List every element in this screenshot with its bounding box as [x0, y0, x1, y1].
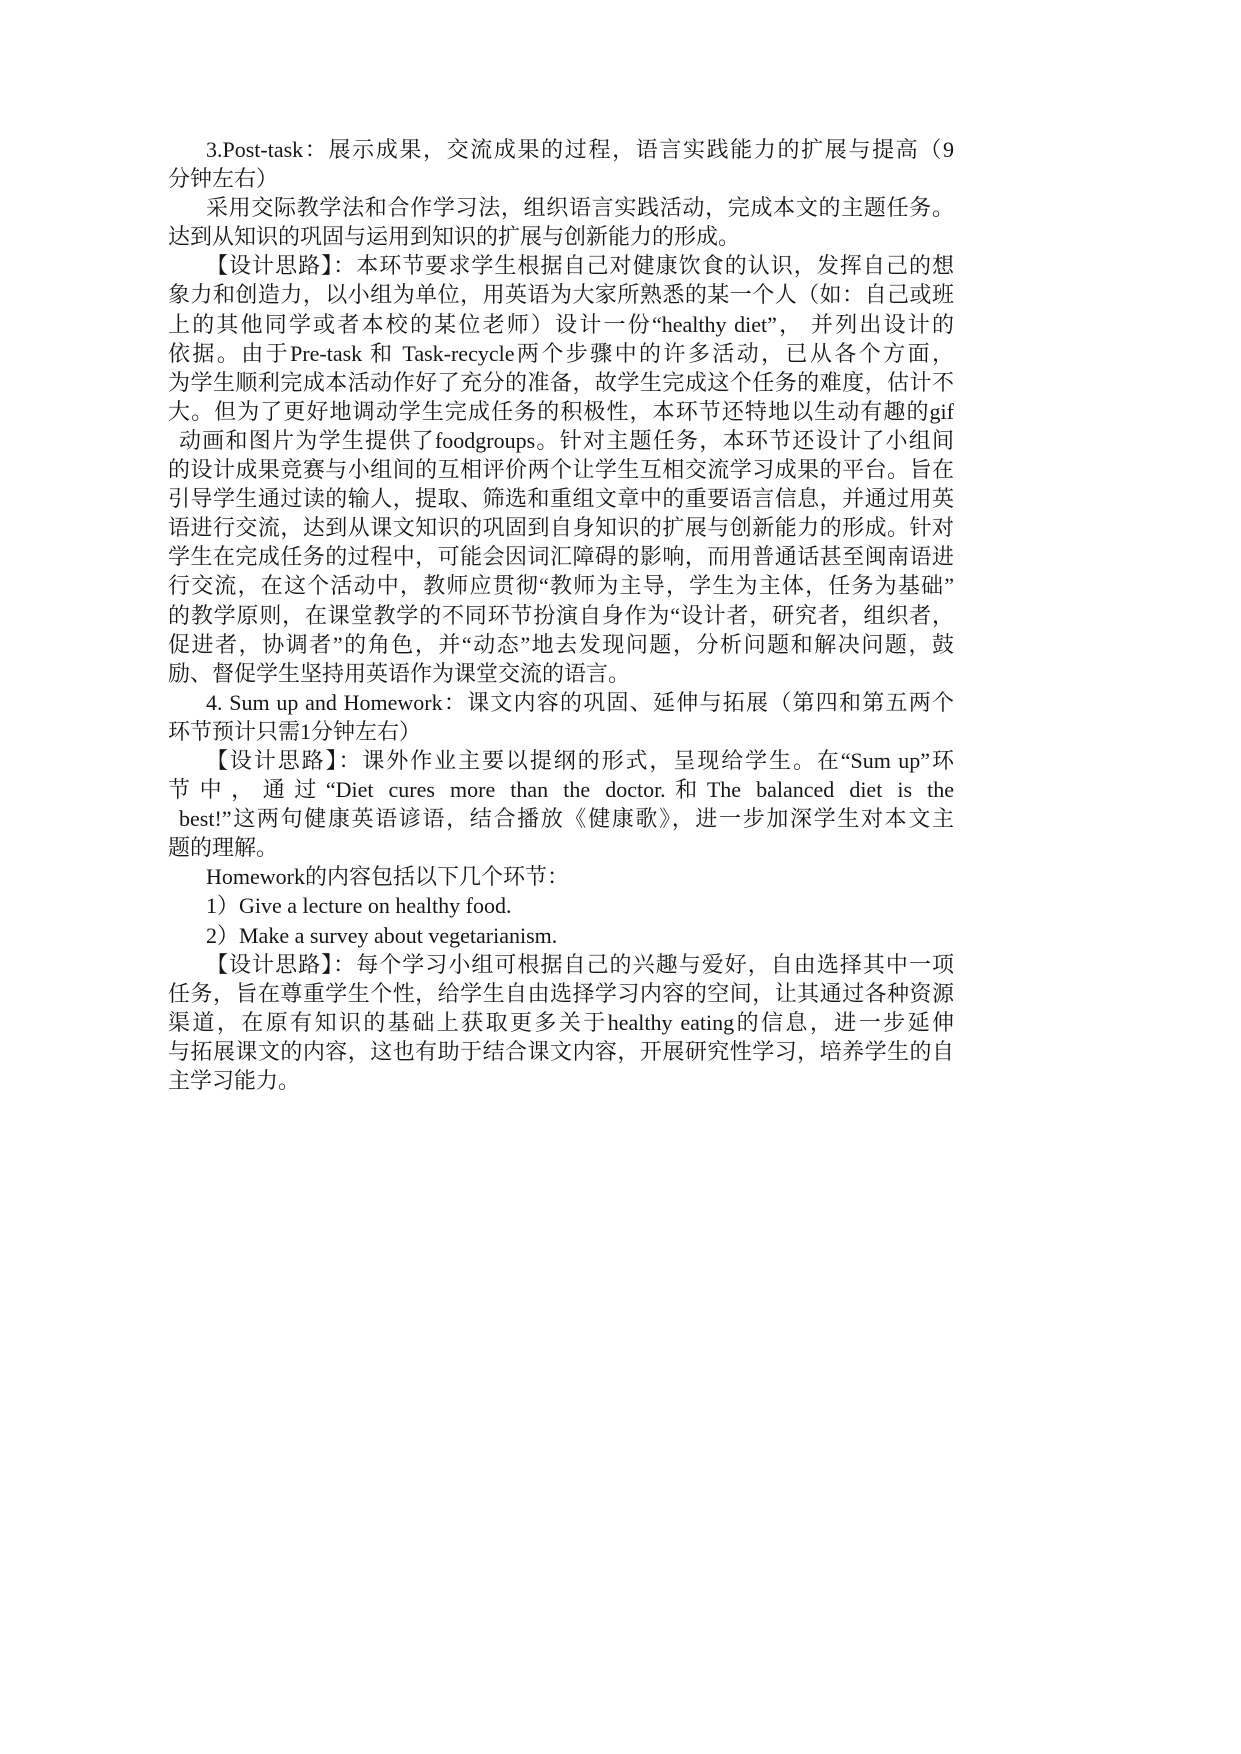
- text-line: 环节预计只需1分钟左右）: [168, 718, 422, 744]
- text-line: 的设计成果竞赛与小组间的互相评价两个让学生互相交流学习成果的平台。旨在: [168, 457, 954, 483]
- text-line: 的教学原则，在课堂教学的不同环节扮演自身作为“设计者，研究者，组织者，: [168, 602, 954, 628]
- text-line: 采用交际教学法和合作学习法，组织语言实践活动，完成本文的主题任务。: [206, 195, 954, 221]
- homework-item-1: [168, 891, 954, 920]
- paragraph-post-task-design-rationale: [168, 251, 954, 687]
- text-line: 大。但为了更好地调动学生完成任务的积极性，本环节还特地以生动有趣的gif: [168, 398, 954, 424]
- text-line: 2）Make a survey about vegetarianism.: [206, 922, 558, 948]
- text-line: 引导学生通过读的输人，提取、筛选和重组文章中的重要语言信息，并通过用英: [168, 486, 954, 512]
- text-line: 语进行交流，达到从课文知识的巩固到自身知识的扩展与创新能力的形成。针对: [168, 515, 954, 541]
- text-line: 学生在完成任务的过程中，可能会因词汇障碍的影响，而用普通话甚至闽南语进: [168, 544, 954, 570]
- text-line: 依据。由于Pre-task 和 Task-recycle两个步骤中的许多活动，已从各个方面，: [168, 340, 954, 366]
- text-line: best!”这两句健康英语谚语，结合播放《健康歌》，进一步加深学生对本文主: [179, 806, 954, 832]
- text-line: 【设计思路】：本环节要求学生根据自己对健康饮食的认识，发挥自己的想: [206, 253, 954, 279]
- paragraph-homework-intro: [168, 862, 954, 891]
- text-line: 象力和创造力，以小组为单位，用英语为大家所熟悉的某一个人（如：自己或班: [168, 282, 954, 308]
- text-line: 1）Give a lecture on healthy food.: [206, 893, 512, 919]
- paragraph-sum-up-design-rationale: [168, 746, 954, 862]
- text-line: 为学生顺利完成本活动作好了充分的准备，故学生完成这个任务的难度，估计不: [168, 369, 954, 395]
- text-line: 与拓展课文的内容，这也有助于结合课文内容，开展研究性学习，培养学生的自: [168, 1038, 954, 1064]
- homework-item-2: [168, 921, 954, 950]
- text-line: 促进者，协调者”的角色，并“动态”地去发现问题，分析问题和解决问题，鼓: [168, 631, 954, 657]
- text-line: 4. Sum up and Homework：课文内容的巩固、延伸与拓展（第四和第五两个: [206, 689, 954, 715]
- text-line: 分钟左右）: [168, 166, 279, 192]
- text-line: 上的其他同学或者本校的某位老师）设计一份“healthy diet”， 并列出设计的: [168, 311, 954, 337]
- text-line: 渠道，在原有知识的基础上获取更多关于healthy eating的信息，进一步延伸: [168, 1009, 954, 1035]
- text-line: 动画和图片为学生提供了foodgroups。针对主题任务，本环节还设计了小组间: [179, 427, 954, 453]
- paragraph-post-task-method: [168, 193, 954, 251]
- text-line: 【设计思路】：每个学习小组可根据自己的兴趣与爱好，自由选择其中一项: [206, 951, 954, 977]
- paragraph-homework-design-rationale: [168, 950, 954, 1095]
- text-line: 行交流，在这个活动中，教师应贯彻“教师为主导，学生为主体，任务为基础”: [168, 573, 954, 599]
- document-body: [168, 135, 954, 1095]
- paragraph-sum-up-heading: [168, 688, 954, 746]
- paragraph-post-task-heading: [168, 135, 954, 193]
- text-line: 励、督促学生坚持用英语作为课堂交流的语言。: [168, 660, 631, 686]
- text-line: 【设计思路】：课外作业主要以提纲的形式，呈现给学生。在“Sum up”环: [206, 747, 954, 773]
- text-line: 3.Post-task：展示成果，交流成果的过程，语言实践能力的扩展与提高（9: [206, 137, 954, 162]
- text-line: 任务，旨在尊重学生个性，给学生自由选择学习内容的空间，让其通过各种资源: [168, 980, 954, 1006]
- text-line: 节中，通过“Diet cures more than the doctor.和The balanced diet is the: [168, 777, 954, 803]
- text-line: Homework的内容包括以下几个环节：: [206, 864, 569, 890]
- text-line: 题的理解。: [168, 835, 279, 861]
- text-line: 达到从知识的巩固与运用到知识的扩展与创新能力的形成。: [168, 224, 741, 250]
- text-line: 主学习能力。: [168, 1068, 301, 1093]
